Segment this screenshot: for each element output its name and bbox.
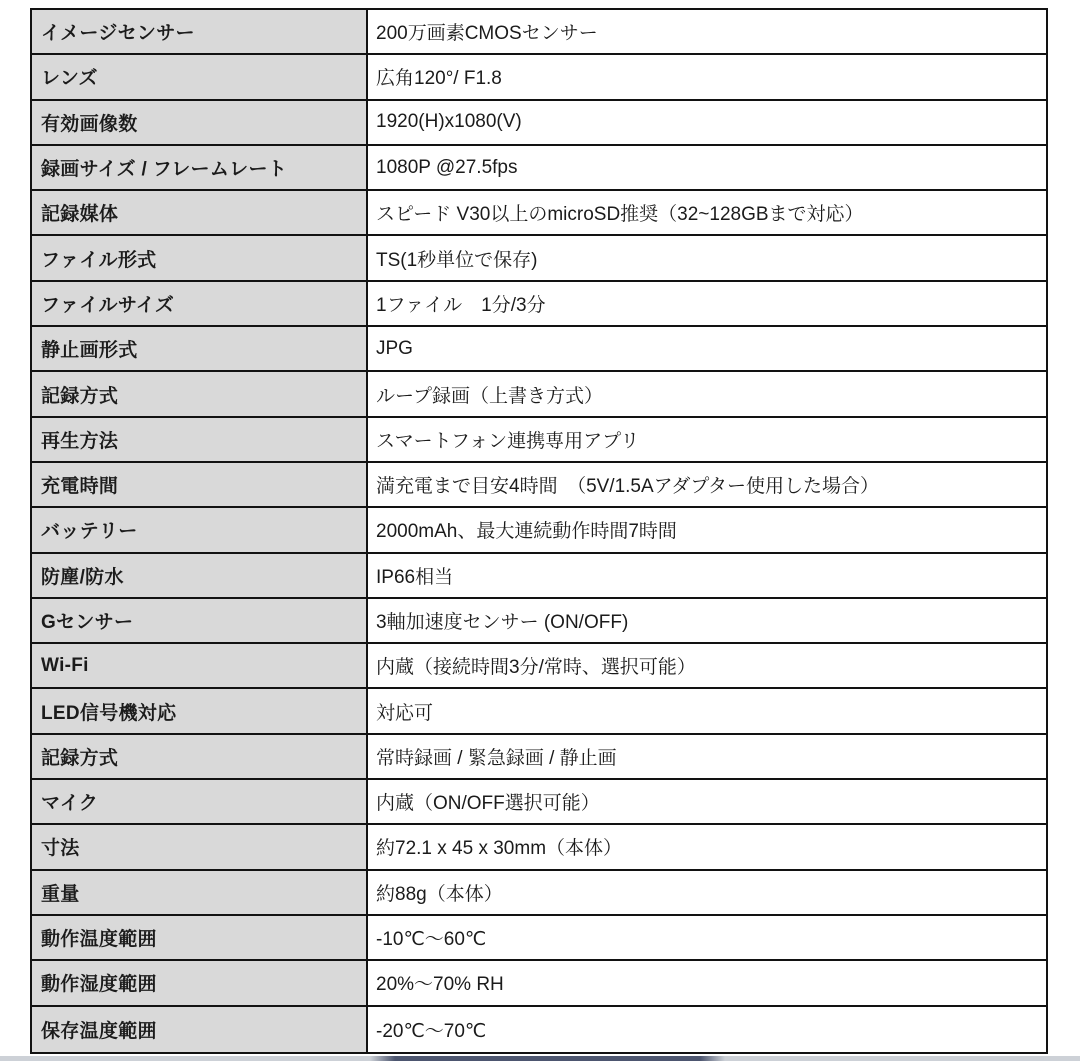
table-row <box>32 101 1046 146</box>
spec-label: 動作湿度範囲 <box>32 961 368 1004</box>
table-row <box>32 55 1046 100</box>
spec-value: 1080P @27.5fps <box>368 146 1046 189</box>
table-row <box>32 780 1046 825</box>
screenshot-bottom-edge <box>0 1056 1080 1061</box>
spec-value: スピード V30以上のmicroSD推奨（32~128GBまで対応） <box>368 191 1046 234</box>
spec-value: IP66相当 <box>368 554 1046 597</box>
spec-label: 録画サイズ / フレームレート <box>32 146 368 189</box>
table-row <box>32 916 1046 961</box>
spec-value: JPG <box>368 327 1046 370</box>
spec-label: レンズ <box>32 55 368 98</box>
spec-value: 内蔵（接続時間3分/常時、選択可能） <box>368 644 1046 687</box>
spec-label: 保存温度範囲 <box>32 1007 368 1052</box>
spec-value: 3軸加速度センサー (ON/OFF) <box>368 599 1046 642</box>
table-row <box>32 10 1046 55</box>
table-row <box>32 236 1046 281</box>
spec-value: 内蔵（ON/OFF選択可能） <box>368 780 1046 823</box>
table-row <box>32 146 1046 191</box>
table-row <box>32 1007 1046 1052</box>
table-row <box>32 735 1046 780</box>
table-row <box>32 372 1046 417</box>
table-row <box>32 463 1046 508</box>
table-row <box>32 689 1046 734</box>
spec-value: 対応可 <box>368 689 1046 732</box>
spec-value: 満充電まで目安4時間 （5V/1.5Aアダプター使用した場合） <box>368 463 1046 506</box>
spec-label: 防塵/防水 <box>32 554 368 597</box>
spec-value: 200万画素CMOSセンサー <box>368 10 1046 53</box>
spec-value: 1920(H)x1080(V) <box>368 101 1046 144</box>
table-row <box>32 871 1046 916</box>
spec-value: 約88g（本体） <box>368 871 1046 914</box>
table-row <box>32 508 1046 553</box>
spec-label: 記録媒体 <box>32 191 368 234</box>
spec-label: 記録方式 <box>32 372 368 415</box>
spec-value: -20℃～70℃ <box>368 1007 1046 1052</box>
spec-label: 静止画形式 <box>32 327 368 370</box>
spec-table <box>30 8 1048 1054</box>
table-row <box>32 961 1046 1006</box>
table-row <box>32 418 1046 463</box>
spec-label: ファイルサイズ <box>32 282 368 325</box>
spec-value: ループ録画（上書き方式） <box>368 372 1046 415</box>
table-row <box>32 282 1046 327</box>
spec-label: Wi-Fi <box>32 644 368 687</box>
spec-value: 1ファイル 1分/3分 <box>368 282 1046 325</box>
spec-label: イメージセンサー <box>32 10 368 53</box>
spec-label: 再生方法 <box>32 418 368 461</box>
spec-value: 2000mAh、最大連続動作時間7時間 <box>368 508 1046 551</box>
spec-label: 有効画像数 <box>32 101 368 144</box>
spec-label: LED信号機対応 <box>32 689 368 732</box>
spec-label: 動作温度範囲 <box>32 916 368 959</box>
table-row <box>32 644 1046 689</box>
spec-label: 寸法 <box>32 825 368 868</box>
table-row <box>32 327 1046 372</box>
spec-value: 20%～70% RH <box>368 961 1046 1004</box>
spec-label: ファイル形式 <box>32 236 368 279</box>
table-row <box>32 554 1046 599</box>
table-row <box>32 191 1046 236</box>
spec-label: 充電時間 <box>32 463 368 506</box>
spec-value: スマートフォン連携専用アプリ <box>368 418 1046 461</box>
spec-label: Gセンサー <box>32 599 368 642</box>
spec-label: バッテリー <box>32 508 368 551</box>
spec-label: 重量 <box>32 871 368 914</box>
table-row <box>32 599 1046 644</box>
spec-value: 約72.1 x 45 x 30mm（本体） <box>368 825 1046 868</box>
spec-value: 広角120°/ F1.8 <box>368 55 1046 98</box>
spec-label: 記録方式 <box>32 735 368 778</box>
spec-label: マイク <box>32 780 368 823</box>
spec-value: TS(1秒単位で保存) <box>368 236 1046 279</box>
table-row <box>32 825 1046 870</box>
spec-value: -10℃～60℃ <box>368 916 1046 959</box>
spec-value: 常時録画 / 緊急録画 / 静止画 <box>368 735 1046 778</box>
